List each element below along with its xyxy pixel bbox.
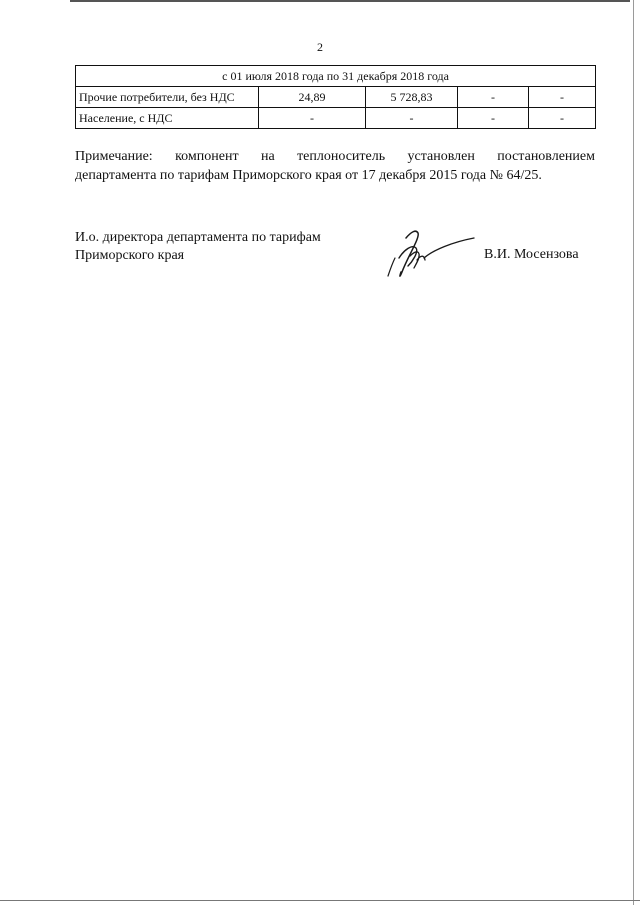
table-row — [76, 87, 596, 108]
table-period-row — [76, 66, 596, 87]
signatory-title — [75, 229, 321, 265]
signatory-title-line: Приморского края — [75, 248, 185, 263]
signatory-title-line: И.о. директора департамента по тарифам — [75, 230, 321, 245]
value-cell: - — [259, 108, 366, 129]
signer-name: В.И. Мосензова — [484, 247, 579, 262]
note-line: Примечание: компонент на теплоноситель установлен постановлением — [75, 149, 595, 164]
consumer-label-cell: Прочие потребители, без НДС — [76, 87, 259, 108]
value-cell: - — [458, 108, 529, 129]
consumer-label-cell: Население, с НДС — [76, 108, 259, 129]
note-paragraph — [75, 147, 595, 185]
value-cell: - — [529, 108, 596, 129]
scan-border-right — [633, 0, 634, 905]
value-cell: - — [366, 108, 458, 129]
value-cell: 5 728,83 — [366, 87, 458, 108]
note-line: департамента по тарифам Приморского края от 17 декабря 2015 года № 64/25. — [75, 168, 542, 183]
value-cell: - — [529, 87, 596, 108]
handwritten-signature — [378, 220, 478, 282]
table-row — [76, 108, 596, 129]
scan-border-bottom — [0, 900, 640, 901]
tariff-table — [75, 65, 596, 129]
scan-border-top — [70, 0, 630, 2]
value-cell: 24,89 — [259, 87, 366, 108]
page-number: 2 — [317, 40, 323, 54]
value-cell: - — [458, 87, 529, 108]
period-cell: с 01 июля 2018 года по 31 декабря 2018 года — [76, 66, 596, 87]
